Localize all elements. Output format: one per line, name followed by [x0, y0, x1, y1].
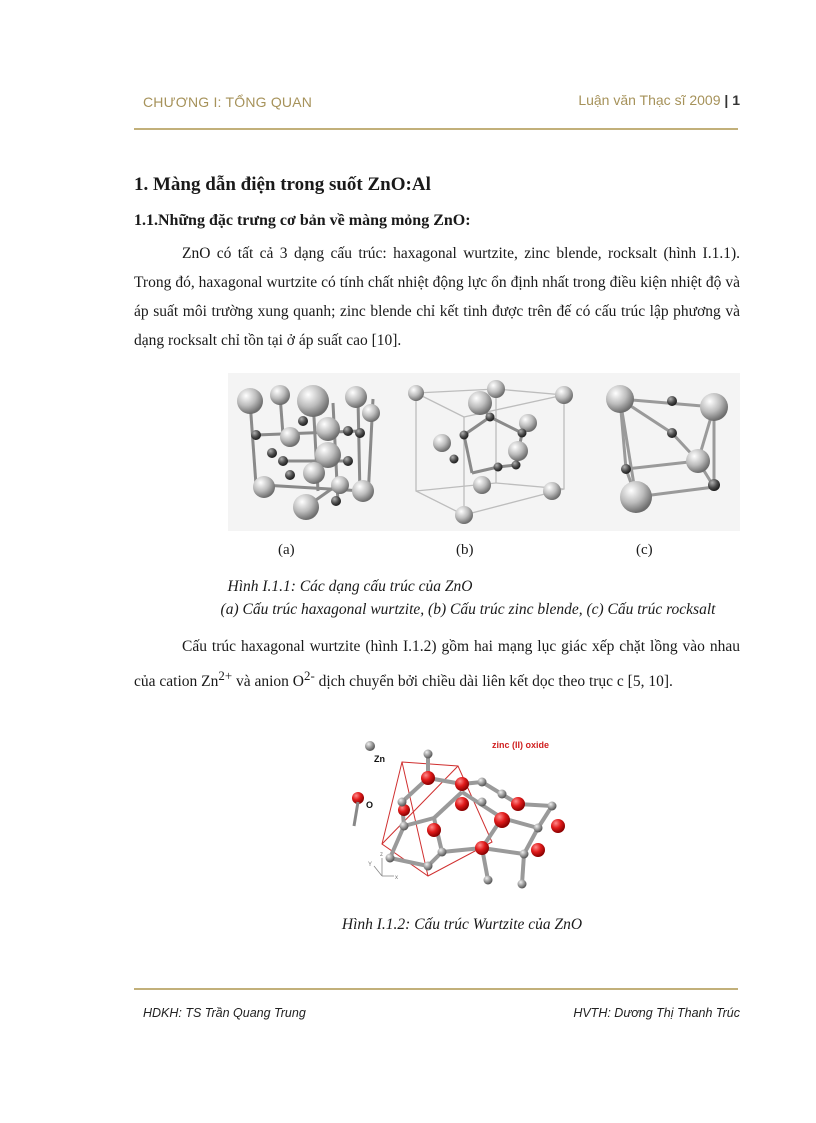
paragraph-intro: ZnO có tất cả 3 dạng cấu trúc: haxagonal wurtzite, zinc blende, rocksalt (hình I.1.1). Trong đó, haxagonal wurtzite có tính chất nhiệt động lực ổn định nhất trong điều kiện nhiệt độ và áp suất môi trường xung quanh; zinc blende chỉ kết tinh được trên đế có cấu trúc lập phương và dạng rocksalt chỉ tồn tại ở áp suất cao [10]. [134, 245, 740, 349]
paragraph-wurtzite-part2: và anion O [232, 673, 304, 691]
figure1-caption-detail: (a) Cấu trúc haxagonal wurtzite, (b) Cấu trúc zinc blende, (c) Cấu trúc rocksalt [220, 601, 716, 618]
figure-label-b: (b) [456, 542, 474, 558]
figure-label-c: (c) [636, 542, 653, 558]
header-rule [134, 128, 738, 130]
header-thesis-label: Luận văn Thạc sĩ 2009 [578, 92, 721, 108]
legend-o-label: O [366, 800, 374, 810]
superscript-o-charge: 2- [303, 668, 315, 683]
subsection-title: 1.1.Những đặc trưng cơ bản về màng mỏng ZnO: [134, 212, 471, 229]
figure2-title: zinc (II) oxide [492, 740, 550, 750]
footer-student: HVTH: Dương Thị Thanh Trúc [573, 1006, 740, 1020]
bonds-wurtzite-model [390, 754, 552, 884]
section-title: 1. Màng dẫn điện trong suốt ZnO:Al [134, 174, 431, 195]
header-chapter: CHƯƠNG I: TỔNG QUAN [143, 94, 313, 110]
axis-z-label: z [380, 852, 383, 858]
superscript-zn-charge: 2+ [218, 668, 233, 683]
header-thesis [578, 92, 740, 108]
axis-x-label: x [395, 875, 398, 881]
page-number: 1 [732, 92, 740, 108]
figure-label-a: (a) [278, 542, 295, 558]
footer-rule [134, 988, 738, 990]
axis-y-label: Y [368, 862, 373, 868]
atoms-zn [386, 750, 557, 889]
footer-advisor: HDKH: TS Trần Quang Trung [143, 1006, 306, 1020]
figure2-caption: Hình I.1.2: Cấu trúc Wurtzite của ZnO [341, 916, 583, 933]
paragraph-wurtzite [134, 632, 740, 696]
figure-wurtzite-model [342, 732, 582, 892]
header-separator: | [724, 92, 729, 108]
figure-crystal-structures [228, 373, 740, 531]
paragraph-wurtzite-part1: Cấu trúc haxagonal wurtzite (hình I.1.2) gồm hai mạng lục giác xếp chặt lồng vào nhau của cation Zn [134, 638, 740, 691]
paragraph-wurtzite-part3: dịch chuyển bởi chiều dài liên kết dọc theo trục c [5, 10]. [314, 673, 673, 691]
figure1-caption-title: Hình I.1.1: Các dạng cấu trúc của ZnO [227, 578, 473, 595]
legend-zn-label: Zn [374, 754, 385, 764]
